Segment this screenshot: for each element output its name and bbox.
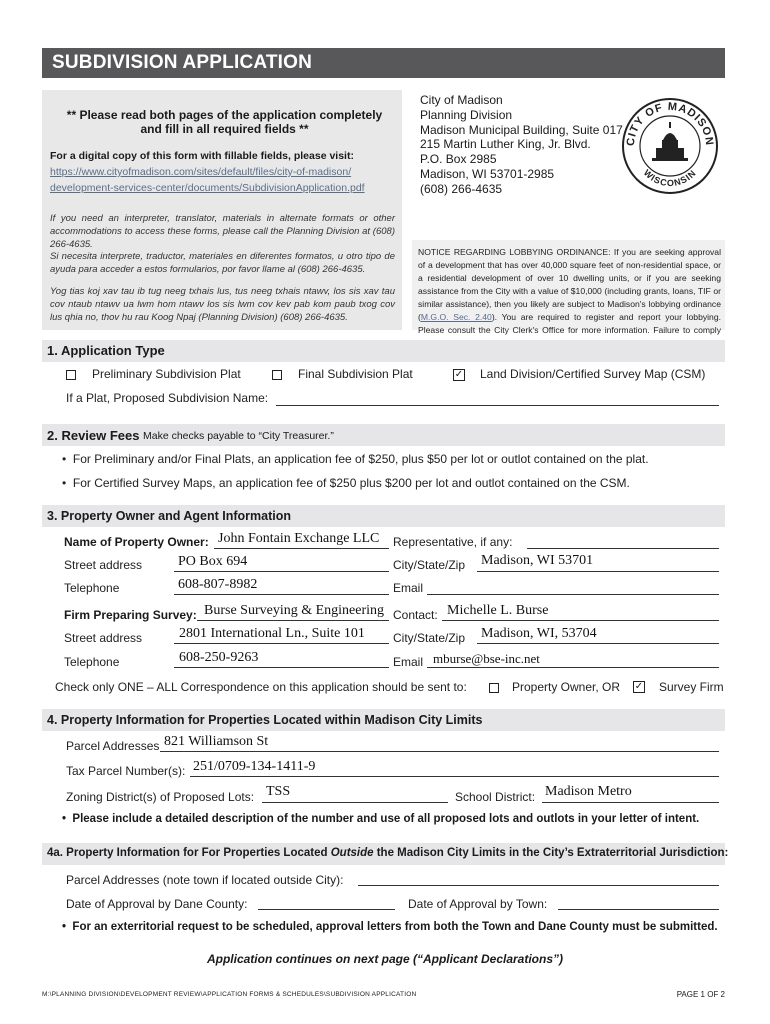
owner-csz-value: Madison, WI 53701: [481, 553, 594, 568]
firm-street-label: Street address: [64, 631, 143, 645]
firm-telephone-label: Telephone: [64, 655, 120, 669]
fee-plat-text: For Preliminary and/or Final Plats, an application fee of $250, plus $50 per lot or outlot contained on the plat.: [72, 452, 649, 466]
firm-label: Firm Preparing Survey:: [64, 608, 197, 622]
fee-csm-text: For Certified Survey Maps, an application fee of $250 plus $200 per lot and outlot contained on the CSM.: [72, 476, 630, 490]
bullet-icon: •: [62, 921, 73, 933]
zoning-field[interactable]: [262, 802, 448, 803]
bullet-icon: •: [62, 476, 73, 490]
zoning-value: TSS: [266, 784, 291, 799]
owner-name-label: Name of Property Owner:: [64, 535, 209, 549]
continues-note: Application continues on next page (“Applicant Declarations”): [206, 952, 564, 966]
preliminary-plat-label: Preliminary Subdivision Plat: [92, 367, 241, 381]
firm-telephone-value: 608-250-9263: [179, 650, 259, 665]
owner-street-field[interactable]: [174, 571, 389, 572]
address-line: Madison, WI 53701-2985: [420, 166, 555, 181]
lot-description-text: Please include a detailed description of the number and use of all proposed lots and outlots in your letter of intent.: [72, 813, 700, 825]
representative-label: Representative, if any:: [393, 535, 513, 549]
exterritorial-bullet: [62, 921, 718, 933]
owner-email-label: Email: [393, 581, 424, 595]
final-plat-label: Final Subdivision Plat: [298, 367, 413, 381]
footer-page-number: PAGE 1 OF 2: [676, 990, 725, 999]
zoning-label: Zoning District(s) of Proposed Lots:: [66, 790, 255, 804]
lobbying-text: NOTICE REGARDING LOBBYING ORDINANCE: If you are seeking approval of a development that has over 40,000 square feet of non-residential space, or a residential development of over 10 dwelling units, or if you are seeking assistance from the City with a value of $10,000 (including grants, loans, TIF or similar assistance), then you likely are subject to Madison's lobbying ordinance (: [418, 247, 721, 322]
section-4a-title-text-cont: the Madison City Limits in the City’s Extraterritorial Jurisdiction:: [373, 847, 729, 859]
owner-street-value: PO Box 694: [178, 554, 248, 569]
contact-value: Michelle L. Burse: [447, 603, 549, 618]
seal-bottom-text: WISCONSIN: [641, 167, 699, 189]
tax-parcel-value: 251/0709-134-1411-9: [193, 759, 316, 774]
fee-payable-note: Make checks payable to “City Treasurer.”: [143, 430, 334, 442]
owner-email-field[interactable]: [427, 594, 719, 595]
representative-field[interactable]: [527, 548, 719, 549]
form-url-link[interactable]: https://www.cityofmadison.com/sites/default/files/city-of-madison/: [50, 166, 352, 178]
address-line: 215 Martin Luther King, Jr. Blvd.: [420, 137, 591, 152]
section-4a-title-emphasis: Outside: [330, 847, 374, 859]
parcel-address-field[interactable]: [160, 751, 719, 752]
bullet-icon: •: [62, 452, 73, 466]
firm-csz-label: City/State/Zip: [393, 631, 466, 645]
tax-parcel-label: Tax Parcel Number(s):: [66, 764, 186, 778]
contact-label: Contact:: [393, 608, 438, 622]
firm-street-value: 2801 International Ln., Suite 101: [179, 626, 365, 641]
firm-street-field[interactable]: [174, 643, 389, 644]
city-seal-logo: [620, 96, 720, 196]
bullet-icon: •: [62, 813, 73, 825]
csm-checkbox[interactable]: ✓: [454, 369, 464, 380]
interpreter-notice-hmong: Yog tias koj xav tau ib tug neeg txhais lus, tus neeg txhais ntawv, los sis xav tau cov ntaub ntawv ua lwm hom ntawv los sis lwm cov kev pab kom paub txog cov lus qhia no, thov hu rau Koog Npaj (Planning Division) (608) 266-4635.: [50, 286, 395, 323]
owner-telephone-value: 608-807-8982: [178, 577, 258, 592]
tax-parcel-field[interactable]: [190, 776, 719, 777]
final-plat-checkbox[interactable]: [272, 370, 282, 380]
plat-name-field[interactable]: [276, 405, 719, 406]
owner-name-value: John Fontain Exchange LLC: [218, 531, 380, 546]
address-line: P.O. Box 2985: [420, 152, 497, 167]
firm-field[interactable]: [197, 620, 389, 621]
outside-parcel-label: Parcel Addresses (note town if located outside City):: [66, 873, 344, 887]
lot-description-bullet: [62, 813, 699, 825]
school-district-field[interactable]: [542, 802, 719, 803]
school-district-value: Madison Metro: [545, 784, 632, 799]
interpreter-notice-spanish: Si necesita interprete, traductor, materiales en diferentes formatos, u otro tipo de ayuda para acceder a estos formularios, por favor llame al (608) 266-4635.: [50, 251, 395, 275]
section-4-title: 4. Property Information for Properties Located within Madison City Limits: [47, 713, 483, 727]
section-4a-title: [47, 847, 728, 859]
contact-field[interactable]: [442, 620, 719, 621]
dane-approval-field[interactable]: [258, 909, 395, 910]
outside-parcel-field[interactable]: [358, 885, 719, 886]
owner-street-label: Street address: [64, 558, 143, 572]
plat-name-label: If a Plat, Proposed Subdivision Name:: [66, 391, 269, 405]
footer-file-path: M:\PLANNING DIVISION\DEVELOPMENT REVIEW\APPLICATION FORMS & SCHEDULES\SUBDIVISION APPLICATION: [42, 991, 417, 998]
firm-value: Burse Surveying & Engineering: [204, 603, 385, 618]
fee-bullet-csm: [62, 476, 630, 490]
csm-label: Land Division/Certified Survey Map (CSM): [480, 367, 706, 381]
preliminary-plat-checkbox[interactable]: [66, 370, 76, 380]
svg-text:WISCONSIN: [642, 168, 698, 189]
section-2-title: 2. Review Fees: [47, 428, 140, 443]
section-1-title: 1. Application Type: [47, 343, 165, 358]
parcel-address-value: 821 Williamson St: [164, 734, 269, 749]
section-3-title: 3. Property Owner and Agent Information: [47, 509, 292, 523]
address-line: Madison Municipal Building, Suite 017: [420, 122, 623, 137]
firm-csz-value: Madison, WI, 53704: [481, 626, 597, 641]
dane-approval-label: Date of Approval by Dane County:: [66, 897, 248, 911]
town-approval-label: Date of Approval by Town:: [408, 897, 548, 911]
firm-email-field[interactable]: [427, 667, 719, 668]
owner-csz-label: City/State/Zip: [393, 558, 466, 572]
office-address: [420, 93, 623, 197]
correspondence-owner-checkbox[interactable]: [489, 683, 499, 693]
address-line: City of Madison: [420, 93, 503, 107]
parcel-address-label: Parcel Addresses: [66, 739, 160, 753]
firm-email-label: Email: [393, 655, 424, 669]
page-title: SUBDIVISION APPLICATION: [42, 48, 725, 78]
firm-telephone-field[interactable]: [174, 667, 389, 668]
correspondence-firm-label: Survey Firm: [659, 680, 724, 694]
school-district-label: School District:: [455, 790, 536, 804]
correspondence-label: Check only ONE – ALL Correspondence on this application should be sent to:: [55, 680, 467, 694]
firm-csz-field[interactable]: [477, 643, 719, 644]
interpreter-notice-english: If you need an interpreter, translator, materials in alternate formats or other accommodations to access these forms, please call the Planning Division at (608) 266-4635.: [50, 213, 395, 250]
owner-telephone-field[interactable]: [174, 594, 389, 595]
address-line: (608) 266-4635: [420, 181, 503, 196]
lobbying-ordinance-link[interactable]: M.G.O. Sec. 2.40: [420, 312, 492, 322]
seal-top-text: CITY OF MADISON: [624, 100, 716, 147]
lobbying-notice: [418, 246, 721, 350]
town-approval-field[interactable]: [558, 909, 719, 910]
exterritorial-text: For an exterritorial request to be scheduled, approval letters from both the Town and Dane County must be submitted.: [72, 921, 718, 933]
fee-bullet-plat: [62, 452, 649, 466]
owner-csz-field[interactable]: [477, 571, 719, 572]
firm-email-value: mburse@bse-inc.net: [433, 651, 540, 666]
correspondence-owner-label: Property Owner, OR: [512, 680, 621, 694]
form-url-link-cont[interactable]: development-services-center/documents/SubdivisionApplication.pdf: [50, 182, 365, 194]
read-notice: ** Please read both pages of the application completely and fill in all required fields **: [66, 108, 383, 136]
section-4a-title-text: 4a. Property Information for For Properties Located: [47, 847, 331, 859]
lobbying-text-cont: ). You are required to register and report your lobbying. Please consult the City Clerk's Office for more information. Failure to comply: [418, 312, 722, 335]
correspondence-firm-checkbox[interactable]: ✓: [634, 681, 644, 692]
owner-telephone-label: Telephone: [64, 581, 120, 595]
address-line: Planning Division: [420, 107, 513, 122]
digital-copy-text: For a digital copy of this form with fillable fields, please visit:: [50, 150, 354, 162]
owner-name-field[interactable]: [214, 548, 389, 549]
